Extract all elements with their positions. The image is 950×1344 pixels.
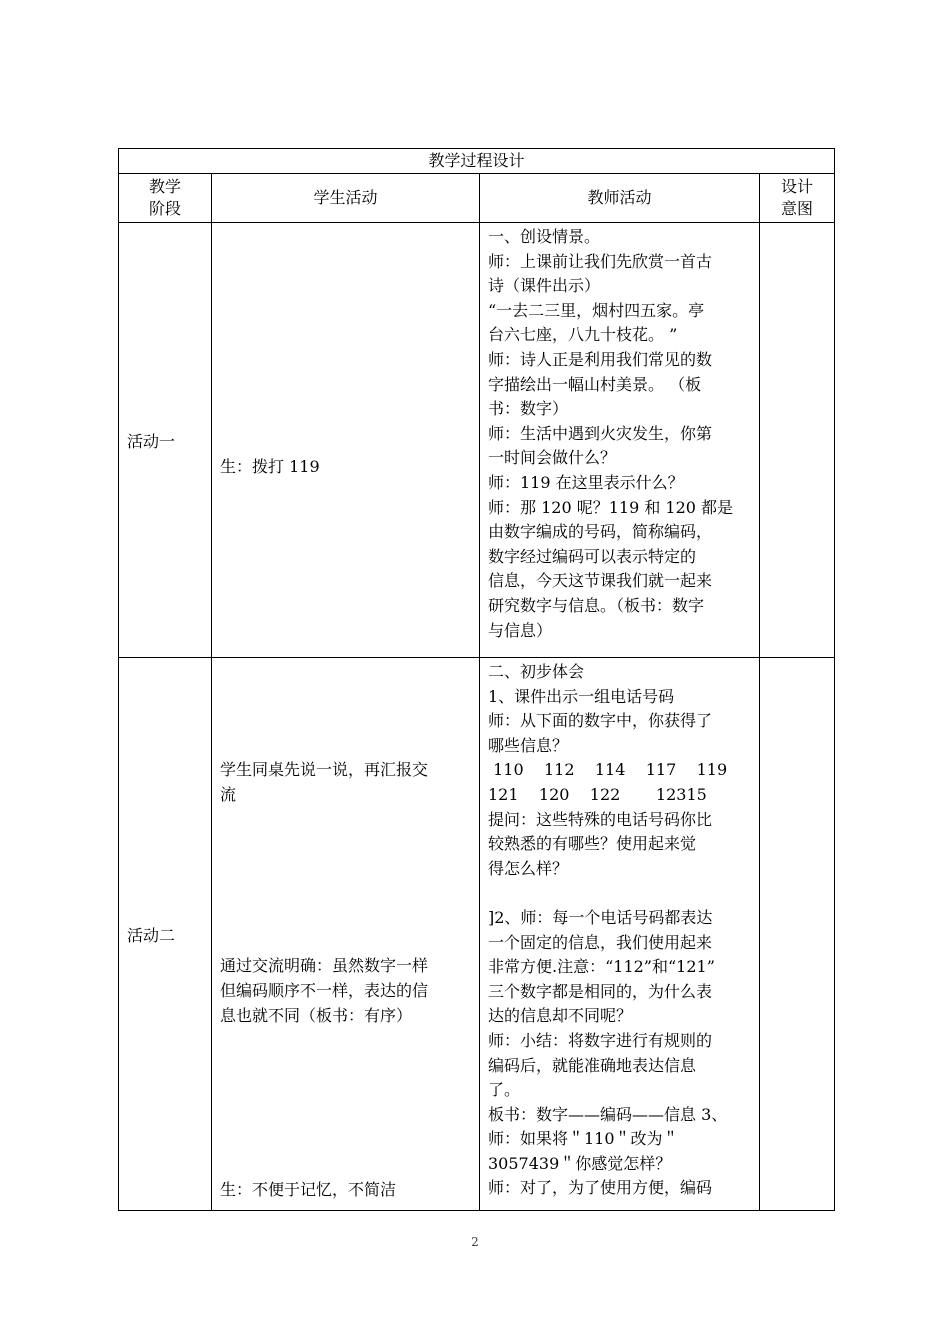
teacher-line: 板书：数字——编码——信息 3、 — [488, 1104, 728, 1124]
teacher-line: 数字经过编码可以表示特定的 — [488, 546, 697, 566]
student-line: 流 — [220, 785, 237, 804]
teacher-line: 师：上课前让我们先欣赏一首古 — [488, 251, 713, 271]
teacher-line: 书：数字） — [488, 399, 569, 419]
header-student: 学生活动 — [212, 174, 480, 223]
header-teacher: 教师活动 — [480, 174, 760, 223]
teacher-line: 由数字编成的号码，简称编码， — [488, 522, 713, 542]
page-number: 2 — [471, 1235, 479, 1249]
teacher-line: 110 112 114 117 119 — [488, 760, 728, 780]
table-header-row — [119, 174, 835, 223]
lesson-design-table — [118, 148, 835, 1211]
table-title-row — [119, 149, 835, 174]
teacher-line: 字描绘出一幅山村美景。 （板 — [488, 374, 702, 394]
teacher-line: 哪些信息？ — [488, 735, 569, 755]
design-intent-cell — [760, 658, 835, 1211]
teacher-line: 121 120 122 12315 — [488, 784, 707, 804]
teacher-activity-cell — [480, 223, 760, 658]
teacher-line: 3057439＂你感觉怎样？ — [488, 1153, 672, 1173]
student-line: 但编码顺序不一样，表达的信 — [220, 981, 429, 1000]
teacher-line: 达的信息却不同呢？ — [488, 1006, 633, 1026]
header-design-line1: 设计 — [781, 177, 814, 196]
table-row — [119, 223, 835, 658]
teacher-line: 编码后，就能准确地表达信息 — [488, 1055, 697, 1075]
student-line: 通过交流明确：虽然数字一样 — [220, 956, 429, 975]
teacher-line: 台六七座，八九十枝花。 ” — [488, 325, 678, 345]
student-line: 生：不便于记忆，不简洁 — [220, 1180, 397, 1199]
teacher-line: 师：119 在这里表示什么？ — [488, 472, 684, 492]
header-stage-line2: 阶段 — [148, 199, 181, 218]
teacher-line — [488, 881, 753, 906]
teacher-line: 师：小结：将数字进行有规则的 — [488, 1030, 713, 1050]
student-line: 息也就不同（板书：有序） — [220, 1006, 413, 1025]
teacher-line: 师：对了，为了使用方便，编码 — [488, 1178, 713, 1198]
stage-cell: 活动一 — [119, 223, 212, 658]
teacher-line: 研究数字与信息。（板书：数字 — [488, 595, 705, 615]
teacher-line: 师：生活中遇到火灾发生，你第 — [488, 423, 713, 443]
teacher-activity-cell — [480, 658, 760, 1211]
student-line: 学生同桌先说一说，再汇报交 — [220, 760, 429, 779]
teacher-line: ]2、师：每一个电话号码都表达 — [488, 907, 713, 927]
design-intent-cell — [760, 223, 835, 658]
teacher-line: 信息，今天这节课我们就一起来 — [488, 571, 713, 591]
student-activity-cell — [212, 658, 480, 1211]
header-stage-line1: 教学 — [148, 177, 181, 196]
teacher-line: 非常方便.注意：“112”和“121” — [488, 957, 715, 977]
table-title: 教学过程设计 — [119, 149, 835, 174]
student-line: 生：拨打 119 — [220, 457, 320, 476]
teacher-line: 一个固定的信息，我们使用起来 — [488, 932, 713, 952]
teacher-line: 一、创设情景。 — [488, 227, 601, 246]
teacher-line: 一时间会做什么？ — [488, 448, 617, 468]
teacher-line: 提问：这些特殊的电话号码你比 — [488, 809, 713, 829]
teacher-line: “一去二三里，烟村四五家。亭 — [488, 300, 705, 320]
teacher-line: 二、初步体会 — [488, 662, 585, 681]
teacher-line: 师：从下面的数字中，你获得了 — [488, 711, 713, 731]
stage-cell: 活动二 — [119, 658, 212, 1211]
header-design-line2: 意图 — [781, 199, 814, 218]
teacher-line: 得怎么样？ — [488, 858, 569, 878]
teacher-line: 较熟悉的有哪些？使用起来觉 — [488, 834, 697, 854]
teacher-line: 三个数字都是相同的，为什么表 — [488, 981, 713, 1001]
header-design — [760, 174, 835, 223]
header-stage — [119, 174, 212, 223]
teacher-line: 师：如果将＂110＂改为＂ — [488, 1129, 679, 1149]
teacher-line: 与信息） — [488, 620, 553, 640]
teacher-line: 诗（课件出示） — [488, 276, 601, 296]
student-activity-cell — [212, 223, 480, 658]
teacher-line: 了。 — [488, 1080, 521, 1100]
table-row — [119, 658, 835, 1211]
teacher-line: 师：诗人正是利用我们常见的数 — [488, 349, 713, 369]
teacher-line: 1、课件出示一组电话号码 — [488, 686, 675, 706]
teacher-line: 师：那 120 呢？119 和 120 都是 — [488, 497, 734, 517]
